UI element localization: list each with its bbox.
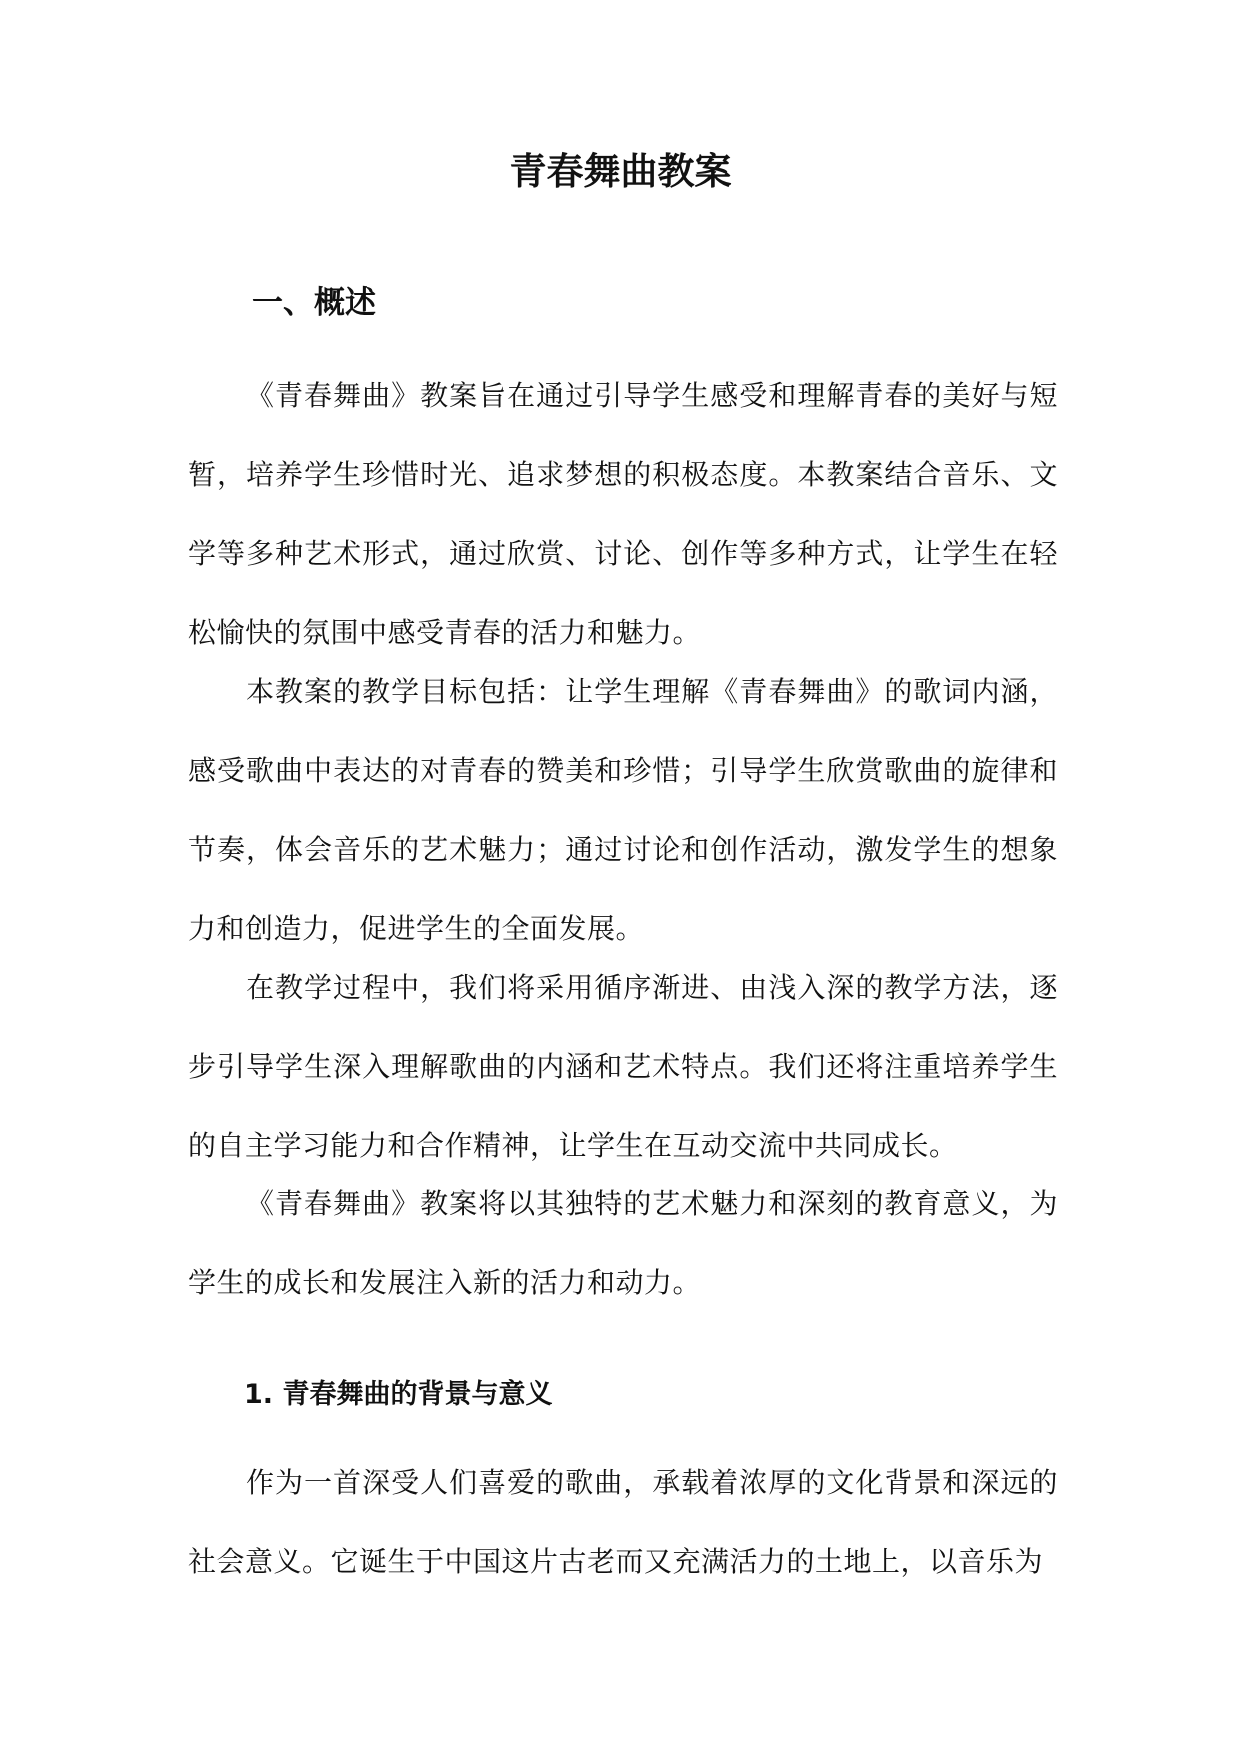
paragraph-intro: 《青春舞曲》教案旨在通过引导学生感受和理解青春的美好与短暂，培养学生珍惜时光、追求梦想的积极态度。本教案结合音乐、文学等多种艺术形式，通过欣赏、讨论、创作等多种方式，让学生在轻松愉快的氛围中感受青春的活力和魅力。 bbox=[188, 379, 1058, 649]
paragraph-goals: 本教案的教学目标包括：让学生理解《青春舞曲》的歌词内涵，感受歌曲中表达的对青春的赞美和珍惜；引导学生欣赏歌曲的旋律和节奏，体会音乐的艺术魅力；通过讨论和创作活动，激发学生的想象力和创造力，促进学生的全面发展。 bbox=[188, 675, 1058, 945]
subsection-heading-background: 1. 青春舞曲的背景与意义 bbox=[244, 1379, 553, 1410]
section-heading-overview: 一、概述 bbox=[252, 285, 376, 321]
document-title: 青春舞曲教案 bbox=[509, 150, 732, 193]
paragraph-conclusion: 《青春舞曲》教案将以其独特的艺术魅力和深刻的教育意义，为学生的成长和发展注入新的活力和动力。 bbox=[188, 1187, 1058, 1299]
paragraph-process: 在教学过程中，我们将采用循序渐进、由浅入深的教学方法，逐步引导学生深入理解歌曲的内涵和艺术特点。我们还将注重培养学生的自主学习能力和合作精神，让学生在互动交流中共同成长。 bbox=[188, 971, 1058, 1162]
paragraph-background: 作为一首深受人们喜爱的歌曲，承载着浓厚的文化背景和深远的社会意义。它诞生于中国这片古老而又充满活力的土地上，以音乐为 bbox=[188, 1466, 1058, 1578]
